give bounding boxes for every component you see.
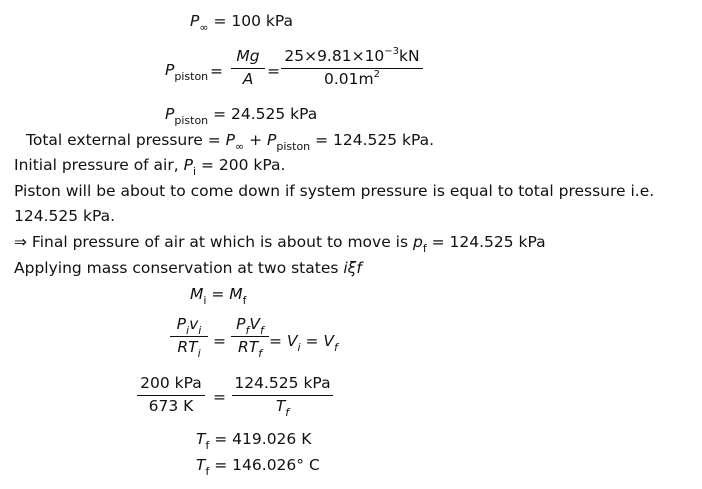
numerator: $P_fV_f$ <box>236 315 264 337</box>
subscript-i: i <box>203 294 207 307</box>
equals-sign: = <box>213 388 226 406</box>
subscript-infinity: ∞ <box>234 140 245 153</box>
denominator: 673 K <box>148 396 194 415</box>
eq-p-infinity <box>190 12 294 34</box>
eq-tf-celsius <box>196 456 320 478</box>
denominator: $RT_i$ <box>177 337 201 360</box>
text-mass-conservation <box>14 261 362 277</box>
subscript-f: f <box>242 294 247 307</box>
eq-value: = 146.026° C <box>209 456 320 474</box>
label: Total external pressure = <box>26 131 226 149</box>
numerator: 124.525 kPa <box>234 374 331 392</box>
symbol-p: P <box>225 131 235 149</box>
eq-tf-kelvin <box>196 430 312 452</box>
symbol-m: M <box>190 285 204 303</box>
denominator: $0.01m^2$ <box>324 68 380 88</box>
math-states: iξf <box>343 259 362 277</box>
symbol-t: T <box>196 430 206 448</box>
numerator: 200 kPa <box>140 374 202 392</box>
fraction-final-numeric <box>232 374 333 419</box>
subscript-f: f <box>422 242 427 255</box>
text-final-pressure <box>14 233 546 255</box>
eq-total-external-pressure <box>26 131 435 153</box>
symbol-m: M <box>229 285 243 303</box>
symbol-p: P <box>165 105 175 123</box>
eq-value: = 24.525 kPa <box>208 105 318 123</box>
numerator: $P_iv_i$ <box>176 315 202 337</box>
plus-sign: + <box>244 131 267 149</box>
eq-volume-chain: = $V_i = V_f$ <box>269 332 338 354</box>
eq-p-piston-value <box>165 105 318 127</box>
subscript-i: i <box>192 165 197 178</box>
eq-mass-equality <box>190 285 247 307</box>
symbol-t: T <box>196 456 206 474</box>
numerator: Mg <box>236 47 260 65</box>
fraction-force-over-area <box>281 46 423 88</box>
eq-value: = 124.525 kPa. <box>310 131 435 149</box>
eq-value: = 100 kPa <box>208 12 294 30</box>
subscript-f: f <box>205 439 210 452</box>
symbol-p: P <box>183 156 193 174</box>
label: ⇒ Final pressure of air at which is about to move is <box>14 233 413 251</box>
subscript-f: f <box>205 465 210 478</box>
text-piston-condition-line2: 124.525 kPa. <box>14 207 116 225</box>
symbol-p: p <box>412 233 423 251</box>
denominator: A <box>242 69 254 88</box>
numerator: $25\times 9.81\times 10^{-3}kN$ <box>284 46 420 65</box>
label: Applying mass conservation at two states <box>14 259 344 277</box>
subscript-piston: piston <box>174 70 209 83</box>
fraction-final-state <box>231 315 269 360</box>
text-initial-pressure <box>14 156 286 178</box>
subscript-infinity: ∞ <box>199 21 209 34</box>
text-piston-condition-line1: Piston will be about to come down if system pressure is equal to total pressure i.e. <box>14 182 655 200</box>
subscript-piston: piston <box>276 140 311 153</box>
equals-sign: = <box>206 285 230 303</box>
equals-sign: = <box>213 332 226 350</box>
symbol-p: P <box>267 131 277 149</box>
fraction-mg-over-a <box>231 49 265 87</box>
fraction-initial-state <box>170 315 208 360</box>
equals-sign: = <box>267 62 280 80</box>
eq-value: = 200 kPa. <box>196 156 286 174</box>
eq-p-piston-lhs <box>165 61 209 83</box>
fraction-initial-numeric <box>137 376 205 414</box>
denominator: $T_f$ <box>275 396 290 419</box>
eq-value: = 124.525 kPa <box>426 233 546 251</box>
subscript-piston: piston <box>174 114 209 127</box>
label: Initial pressure of air, <box>14 156 184 174</box>
eq-value: = 419.026 K <box>209 430 312 448</box>
symbol-p: P <box>165 61 175 79</box>
symbol-p: P <box>190 12 200 30</box>
equals-sign: = <box>210 62 223 80</box>
denominator: $RT_f$ <box>237 337 263 360</box>
